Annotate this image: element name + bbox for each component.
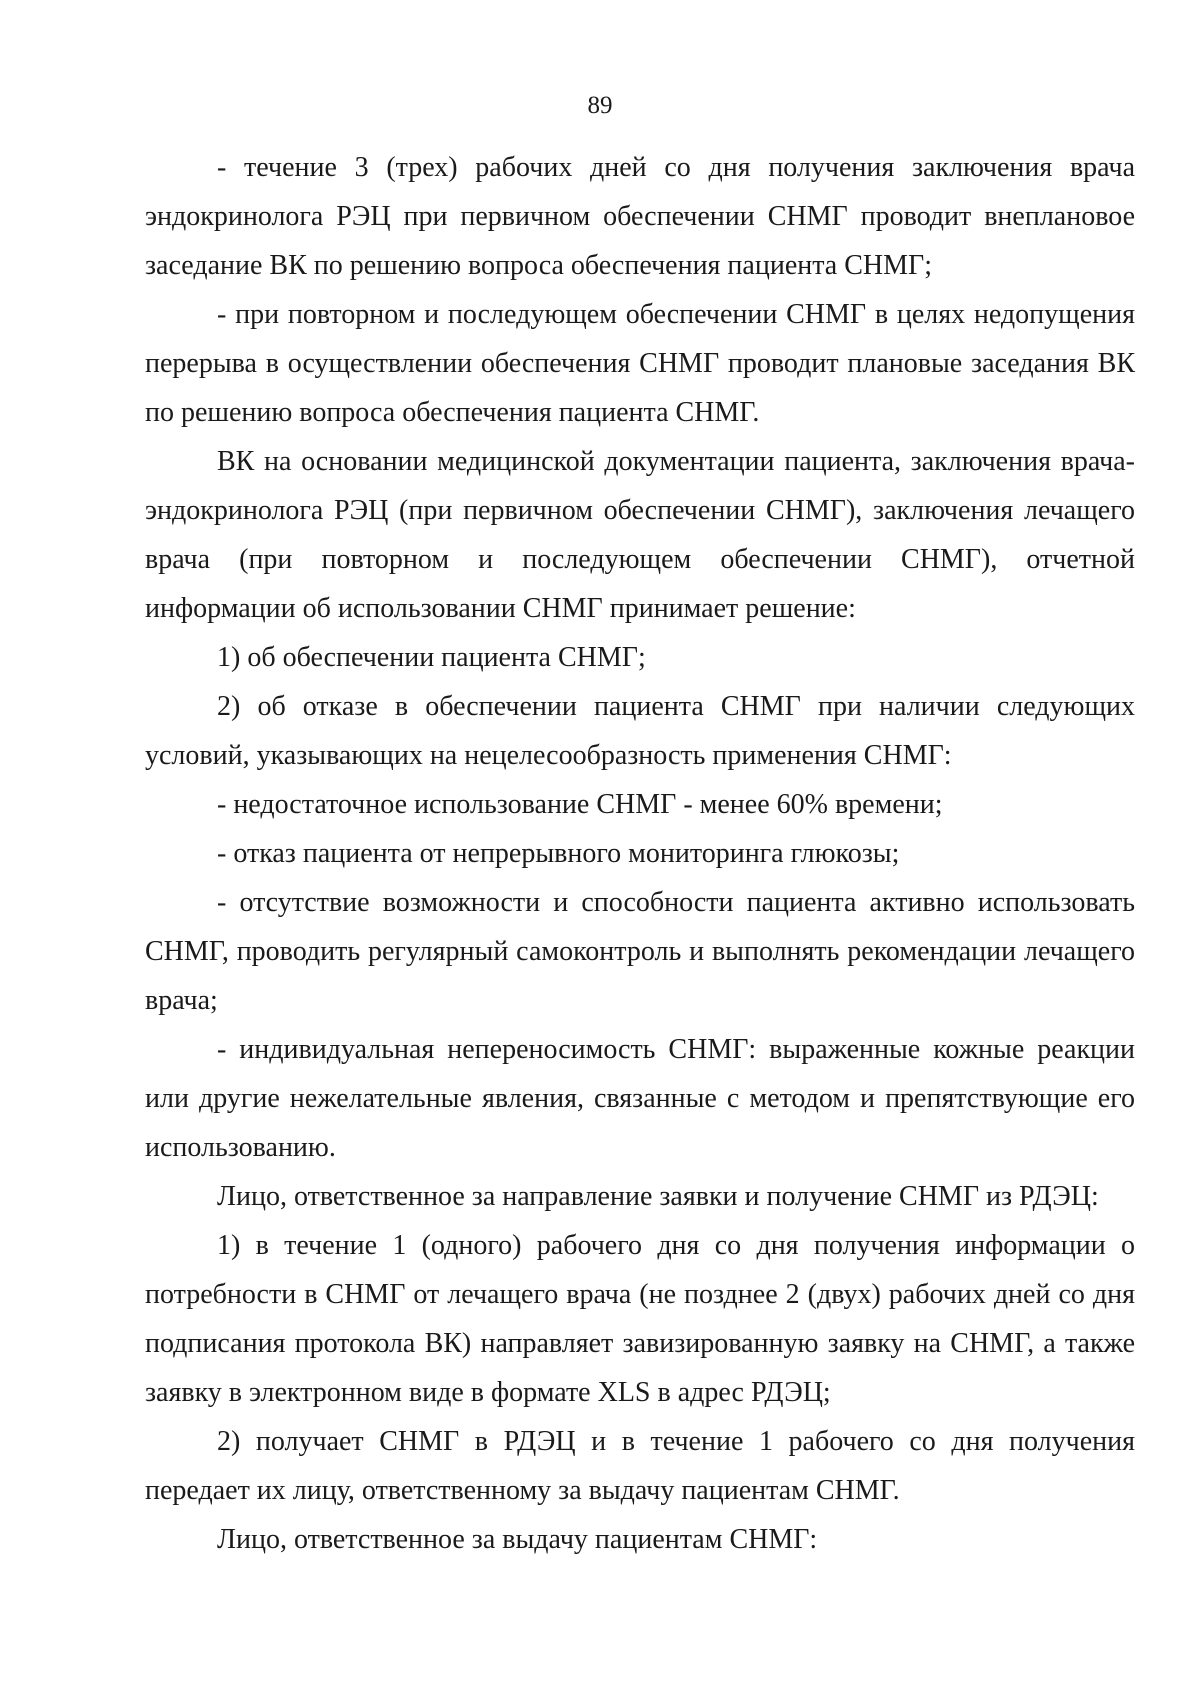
paragraph-issue-responsible: Лицо, ответственное за выдачу пациентам СНМГ: [217,1524,818,1555]
condition-insufficient-use: - недостаточное использование СНМГ - менее 60% времени; [217,789,943,820]
paragraph-unscheduled-meeting: - течение 3 (трех) рабочих дней со дня получения заключения врача эндокринолога РЭЦ при первичном обеспечении СНМГ проводит внеплановое заседание ВК по решению вопроса обеспечения пациента СНМГ; [145,152,1135,281]
paragraph-request-responsible: Лицо, ответственное за направление заявки и получение СНМГ из РДЭЦ: [217,1181,1099,1212]
list-item-send-request: 1) в течение 1 (одного) рабочего дня со дня получения информации о потребности в СНМГ от лечащего врача (не позднее 2 (двух) рабочих дней со дня подписания протокола ВК) направляет завизированную заявку на СНМГ, а также заявку в электронном виде в формате XLS в адрес РДЭЦ; [145,1230,1135,1408]
list-item-refuse: 2) об отказе в обеспечении пациента СНМГ при наличии следующих условий, указывающих на нецелесообразность применения СНМГ: [145,691,1135,771]
condition-no-ability: - отсутствие возможности и способности пациента активно использовать СНМГ, проводить регулярный самоконтроль и выполнять рекомендации лечащего врача; [145,887,1135,1016]
condition-intolerance: - индивидуальная непереносимость СНМГ: выраженные кожные реакции или другие нежелательные явления, связанные с методом и препятствующие его использованию. [145,1034,1135,1163]
condition-patient-refusal: - отказ пациента от непрерывного мониторинга глюкозы; [217,838,900,869]
page-number: 89 [587,92,613,119]
paragraph-scheduled-meetings: - при повторном и последующем обеспечении СНМГ в целях недопущения перерыва в осуществлении обеспечения СНМГ проводит плановые заседания ВК по решению вопроса обеспечения пациента СНМГ. [145,299,1135,428]
list-item-provide: 1) об обеспечении пациента СНМГ; [217,642,646,673]
paragraph-vk-decision: ВК на основании медицинской документации пациента, заключения врача-эндокринолога РЭЦ (при первичном обеспечении СНМГ), заключения лечащего врача (при повторном и последующем обеспечении СНМГ), отчетной информации об использовании СНМГ принимает решение: [145,446,1135,624]
document-body [145,143,1135,1564]
list-item-receive: 2) получает СНМГ в РДЭЦ и в течение 1 рабочего со дня получения передает их лицу, ответственному за выдачу пациентам СНМГ. [145,1426,1135,1506]
